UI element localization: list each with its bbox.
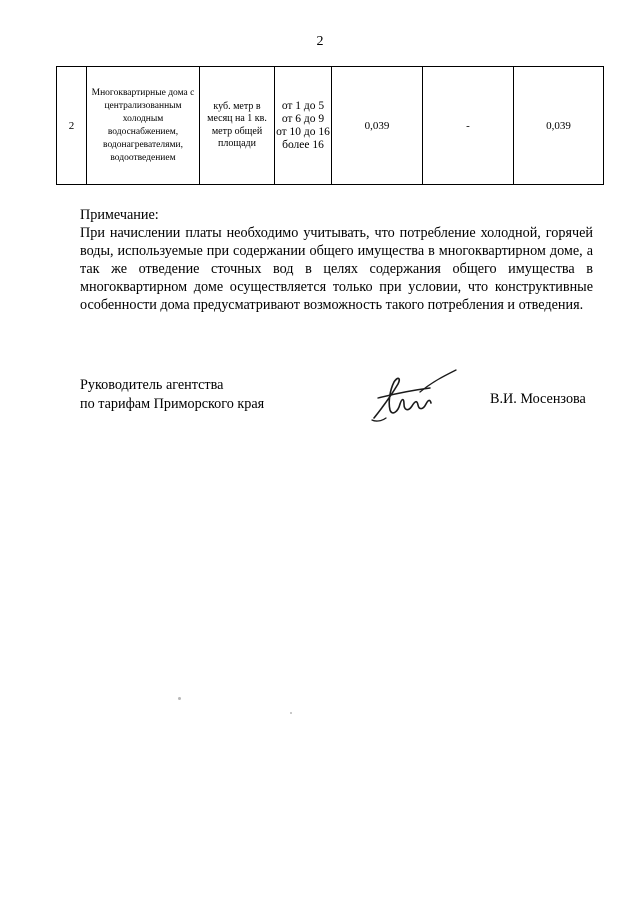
page-number: 2 bbox=[316, 34, 324, 49]
value-cell-1: 0,039 bbox=[332, 67, 423, 185]
scan-speck bbox=[178, 697, 181, 700]
floor-range: от 10 до 16 bbox=[276, 125, 330, 138]
signatory-position-line-1: Руководитель агентства bbox=[80, 377, 224, 393]
note-block bbox=[80, 206, 593, 314]
floor-range: более 16 bbox=[282, 138, 324, 151]
signatory-position-line-2: по тарифам Приморского края bbox=[80, 396, 265, 412]
unit-cell: куб. метр в месяц на 1 кв. метр общей площади bbox=[200, 67, 275, 185]
floors-cell bbox=[275, 67, 332, 185]
table-row bbox=[57, 67, 604, 185]
handwritten-signature bbox=[368, 368, 460, 424]
floor-range: от 6 до 9 bbox=[281, 112, 325, 125]
tariff-table bbox=[56, 66, 604, 185]
scan-speck bbox=[290, 712, 292, 714]
signatory-name: В.И. Мосензова bbox=[490, 391, 586, 407]
value-cell-3: 0,039 bbox=[514, 67, 604, 185]
building-type-cell: Многоквартирные дома с централизованным холодным водоснабжением, водонагревателями, водоотведением bbox=[87, 67, 200, 185]
signatory-position bbox=[80, 376, 264, 414]
note-text: При начислении платы необходимо учитывать, что потребление холодной, горячей воды, используемые при содержании общего имущества в многоквартирном доме, а так же отведение сточных вод в целях содержания общего имущества в многоквартирном доме осуществляется только при условии, что конструктивные особенности дома предусматривают возможность такого потребления и отведения. bbox=[80, 225, 593, 313]
row-number-cell: 2 bbox=[57, 67, 87, 185]
floor-range: от 1 до 5 bbox=[281, 99, 325, 112]
note-title: Примечание: bbox=[80, 207, 159, 223]
value-cell-2: - bbox=[423, 67, 514, 185]
